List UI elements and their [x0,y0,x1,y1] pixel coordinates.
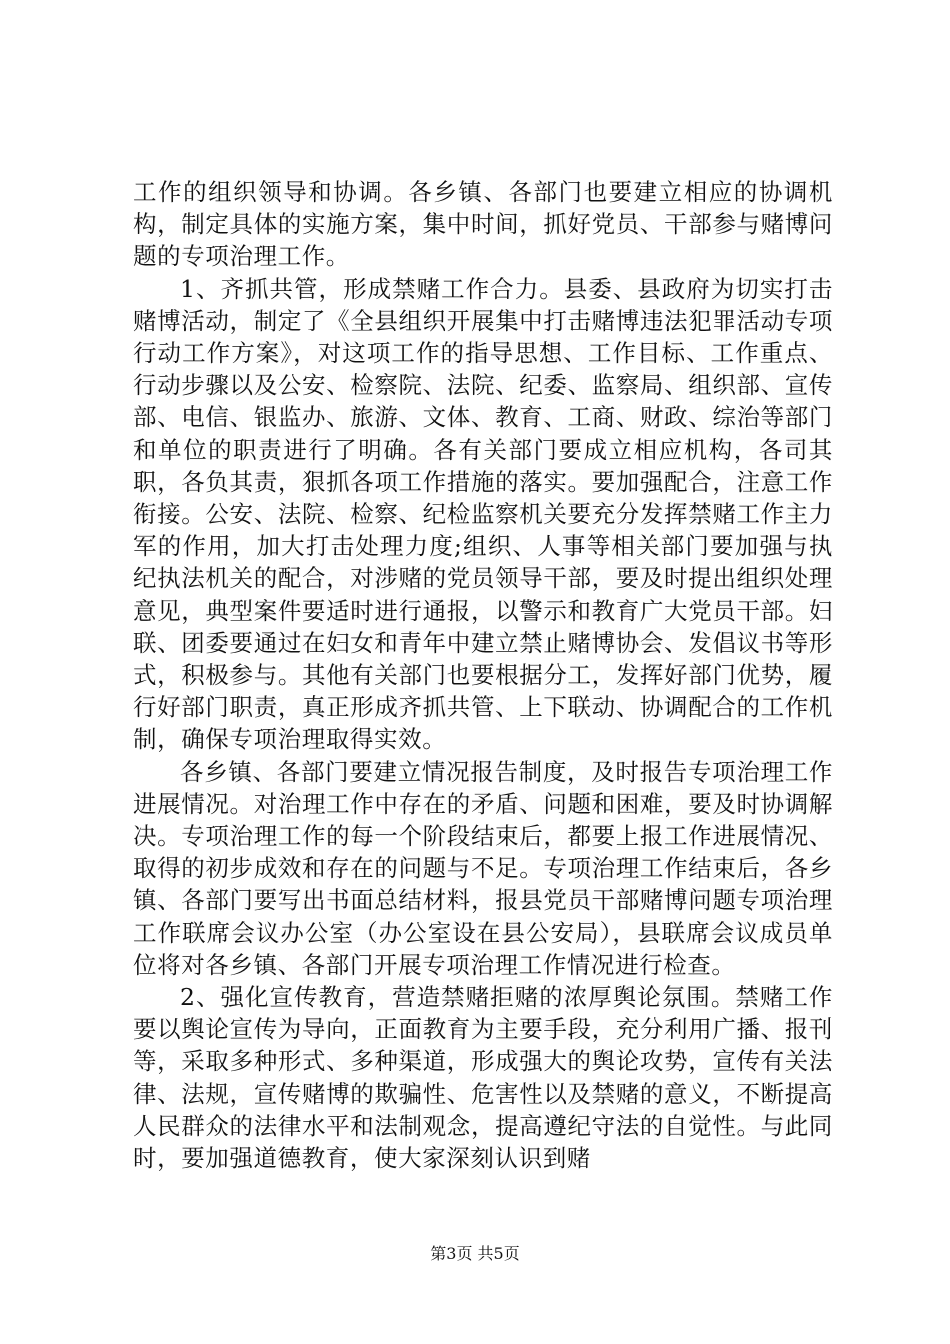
paragraph-continuation: 工作的组织领导和协调。各乡镇、各部门也要建立相应的协调机构，制定具体的实施方案，集中时间，抓好党员、干部参与赌博问题的专项治理工作。 [133,178,833,271]
page-number-footer: 第3页 共5页 [430,1244,520,1263]
paragraph-reporting: 各乡镇、各部门要建立情况报告制度，及时报告专项治理工作进展情况。对治理工作中存在的矛盾、问题和困难，要及时协调解决。专项治理工作的每一个阶段结束后，都要上报工作进展情况、取得的初步成效和存在的问题与不足。专项治理工作结束后，各乡镇、各部门要写出书面总结材料，报县党员干部赌博问题专项治理工作联席会议办公室（办公室设在县公安局），县联席会议成员单位将对各乡镇、各部门开展专项治理工作情况进行检查。 [133,757,833,979]
paragraph-section-1: 1、齐抓共管，形成禁赌工作合力。县委、县政府为切实打击赌博活动，制定了《全县组织开展集中打击赌博违法犯罪活动专项行动工作方案》，对这项工作的指导思想、工作目标、工作重点、行动步骤以及公安、检察院、法院、纪委、监察局、组织部、宣传部、电信、银监办、旅游、文体、教育、工商、财政、综治等部门和单位的职责进行了明确。各有关部门要成立相应机构，各司其职，各负其责，狠抓各项工作措施的落实。要加强配合，注意工作衔接。公安、法院、检察、纪检监察机关要充分发挥禁赌工作主力军的作用，加大打击处理力度;组织、人事等相关部门要加强与执纪执法机关的配合，对涉赌的党员领导干部，要及时提出组织处理意见，典型案件要适时进行通报，以警示和教育广大党员干部。妇联、团委要通过在妇女和青年中建立禁止赌博协会、发倡议书等形式，积极参与。其他有关部门也要根据分工，发挥好部门优势，履行好部门职责，真正形成齐抓共管、上下联动、协调配合的工作机制，确保专项治理取得实效。 [133,274,833,754]
document-body [133,176,833,1174]
paragraph-section-2: 2、强化宣传教育，营造禁赌拒赌的浓厚舆论氛围。禁赌工作要以舆论宣传为导向，正面教育为主要手段，充分利用广播、报刊等，采取多种形式、多种渠道，形成强大的舆论攻势，宣传有关法律、法规，宣传赌博的欺骗性、危害性以及禁赌的意义，不断提高人民群众的法律水平和法制观念，提高遵纪守法的自觉性。与此同时，要加强道德教育，使大家深刻认识到赌 [133,983,833,1173]
